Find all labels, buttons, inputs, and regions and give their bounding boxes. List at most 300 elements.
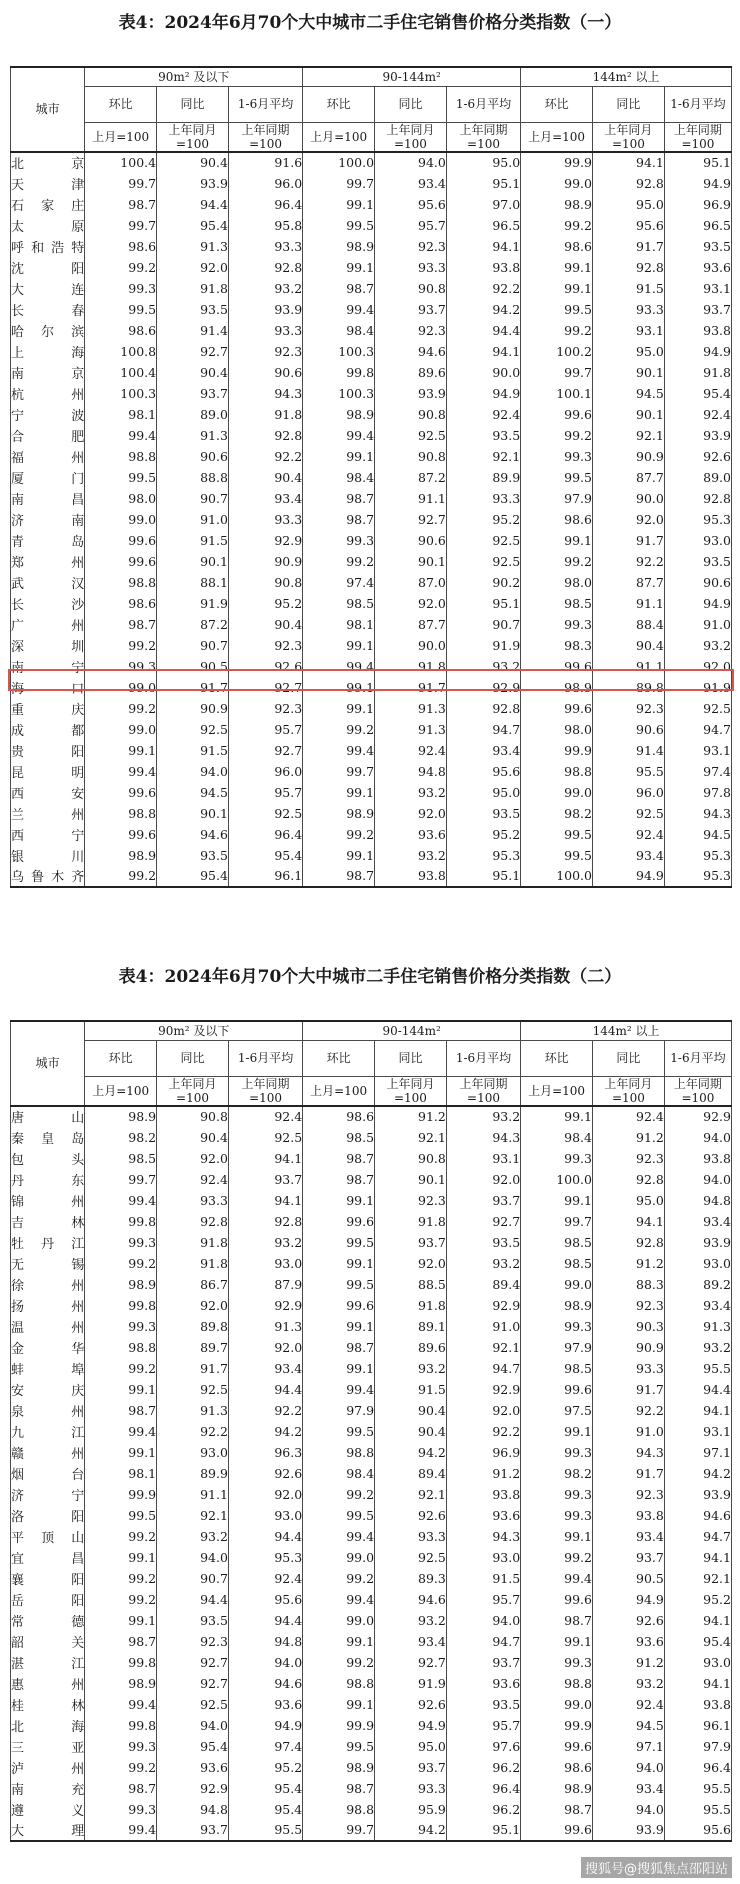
city-name: 桂林 <box>11 1694 85 1715</box>
city-name: 天津 <box>11 173 85 194</box>
index-value: 99.5 <box>303 1274 375 1295</box>
index-value: 90.2 <box>446 572 520 593</box>
index-value: 90.7 <box>157 635 229 656</box>
base-mom: 上月=100 <box>303 1076 375 1106</box>
city-name: 赣州 <box>11 1442 85 1463</box>
index-value: 90.8 <box>375 404 447 425</box>
index-value: 95.2 <box>446 509 520 530</box>
index-value: 93.7 <box>375 299 447 320</box>
index-value: 92.1 <box>375 1484 447 1505</box>
table-row <box>11 1757 732 1778</box>
table-row <box>11 1295 732 1316</box>
table-row <box>11 530 732 551</box>
index-value: 95.1 <box>446 593 520 614</box>
index-value: 93.7 <box>446 1190 520 1211</box>
index-value: 94.4 <box>664 1379 731 1400</box>
table-row <box>11 551 732 572</box>
index-value: 92.8 <box>664 488 731 509</box>
index-value: 96.3 <box>228 1442 302 1463</box>
index-value: 92.0 <box>593 509 665 530</box>
index-value: 88.5 <box>375 1274 447 1295</box>
index-value: 89.3 <box>375 1568 447 1589</box>
index-value: 97.9 <box>521 1337 593 1358</box>
index-value: 90.0 <box>446 362 520 383</box>
index-value: 95.0 <box>593 341 665 362</box>
mom-header: 环比 <box>521 86 593 122</box>
index-value: 92.4 <box>228 1568 302 1589</box>
index-value: 92.7 <box>375 1652 447 1673</box>
index-value: 99.1 <box>521 1526 593 1547</box>
index-value: 98.7 <box>85 614 157 635</box>
base-yoy: 上年同月=100 <box>375 122 447 152</box>
index-value: 98.4 <box>303 467 375 488</box>
index-value: 92.3 <box>375 236 447 257</box>
index-value: 99.1 <box>521 257 593 278</box>
table-row <box>11 698 732 719</box>
index-value: 92.5 <box>593 803 665 824</box>
index-value: 95.5 <box>593 761 665 782</box>
index-value: 89.6 <box>375 362 447 383</box>
index-value: 89.4 <box>375 1463 447 1484</box>
city-name: 北京 <box>11 152 85 173</box>
index-value: 99.5 <box>85 299 157 320</box>
index-value: 92.0 <box>157 1295 229 1316</box>
yoy-header: 同比 <box>593 86 665 122</box>
index-value: 98.7 <box>303 1148 375 1169</box>
yoy-header: 同比 <box>157 86 229 122</box>
index-value: 94.4 <box>228 1379 302 1400</box>
table-row <box>11 341 732 362</box>
index-value: 93.1 <box>664 278 731 299</box>
index-value: 99.3 <box>521 1652 593 1673</box>
index-value: 99.8 <box>85 1715 157 1736</box>
index-value: 99.1 <box>521 1106 593 1127</box>
index-value: 91.1 <box>593 593 665 614</box>
city-name: 郑州 <box>11 551 85 572</box>
city-name: 遵义 <box>11 1799 85 1820</box>
index-value: 99.2 <box>303 1484 375 1505</box>
index-value: 93.6 <box>228 1694 302 1715</box>
index-value: 94.4 <box>157 194 229 215</box>
index-value: 100.3 <box>85 383 157 404</box>
index-value: 92.2 <box>593 551 665 572</box>
index-value: 99.6 <box>85 530 157 551</box>
index-value: 98.7 <box>85 1631 157 1652</box>
index-value: 90.8 <box>375 446 447 467</box>
table-row <box>11 1799 732 1820</box>
index-value: 97.4 <box>303 572 375 593</box>
city-name: 徐州 <box>11 1274 85 1295</box>
index-value: 92.7 <box>228 740 302 761</box>
index-value: 93.6 <box>664 257 731 278</box>
yoy-header: 同比 <box>375 86 447 122</box>
index-value: 99.3 <box>521 614 593 635</box>
index-value: 93.3 <box>375 1526 447 1547</box>
base-mom: 上月=100 <box>85 1076 157 1106</box>
index-value: 97.5 <box>521 1400 593 1421</box>
index-value: 95.2 <box>664 1589 731 1610</box>
index-value: 92.1 <box>446 446 520 467</box>
index-value: 95.4 <box>228 1778 302 1799</box>
index-value: 90.9 <box>228 551 302 572</box>
index-value: 92.0 <box>446 1169 520 1190</box>
table-row <box>11 1211 732 1232</box>
index-value: 91.9 <box>157 593 229 614</box>
index-value: 98.8 <box>85 1337 157 1358</box>
index-value: 100.1 <box>521 383 593 404</box>
index-value: 92.5 <box>446 530 520 551</box>
group-header-large: 144m² 以上 <box>521 1021 732 1040</box>
table-row <box>11 1253 732 1274</box>
index-value: 99.6 <box>521 1589 593 1610</box>
index-value: 98.5 <box>85 1148 157 1169</box>
index-value: 93.2 <box>375 782 447 803</box>
mom-header: 环比 <box>85 1040 157 1076</box>
city-name: 哈尔滨 <box>11 320 85 341</box>
index-value: 91.1 <box>593 656 665 677</box>
index-value: 99.2 <box>85 1757 157 1778</box>
index-value: 96.4 <box>228 824 302 845</box>
index-value: 93.3 <box>228 320 302 341</box>
index-value: 99.0 <box>85 509 157 530</box>
index-value: 99.2 <box>85 1568 157 1589</box>
index-value: 99.1 <box>521 1190 593 1211</box>
index-value: 99.1 <box>303 782 375 803</box>
index-value: 91.0 <box>664 614 731 635</box>
index-value: 95.4 <box>157 215 229 236</box>
index-value: 99.2 <box>85 257 157 278</box>
index-value: 90.4 <box>375 1400 447 1421</box>
index-value: 90.1 <box>375 551 447 572</box>
index-value: 94.8 <box>228 1631 302 1652</box>
index-value: 92.9 <box>446 677 520 698</box>
index-value: 92.5 <box>157 1379 229 1400</box>
index-value: 99.3 <box>521 446 593 467</box>
index-value: 93.0 <box>664 1253 731 1274</box>
index-value: 91.4 <box>593 740 665 761</box>
index-value: 95.1 <box>446 173 520 194</box>
index-value: 99.5 <box>85 467 157 488</box>
index-value: 88.3 <box>593 1274 665 1295</box>
index-value: 93.5 <box>664 236 731 257</box>
base-yoy: 上年同月=100 <box>157 122 229 152</box>
index-value: 93.8 <box>446 257 520 278</box>
index-value: 99.1 <box>85 1547 157 1568</box>
index-value: 95.5 <box>228 1820 302 1841</box>
city-name: 安庆 <box>11 1379 85 1400</box>
index-value: 93.1 <box>446 1148 520 1169</box>
index-value: 98.7 <box>303 509 375 530</box>
city-name: 西宁 <box>11 824 85 845</box>
table-row <box>11 845 732 866</box>
index-value: 99.1 <box>303 194 375 215</box>
index-value: 94.5 <box>593 383 665 404</box>
mom-header: 环比 <box>303 1040 375 1076</box>
avg-header: 1-6月平均 <box>446 1040 520 1076</box>
city-name: 宜昌 <box>11 1547 85 1568</box>
index-value: 96.5 <box>446 215 520 236</box>
city-name: 惠州 <box>11 1673 85 1694</box>
city-name: 锦州 <box>11 1190 85 1211</box>
index-value: 92.9 <box>664 1106 731 1127</box>
index-value: 92.9 <box>446 1379 520 1400</box>
index-value: 98.4 <box>303 320 375 341</box>
index-value: 91.7 <box>157 1358 229 1379</box>
index-value: 97.1 <box>593 1736 665 1757</box>
index-value: 92.5 <box>375 1547 447 1568</box>
index-value: 91.1 <box>375 488 447 509</box>
index-value: 98.7 <box>303 278 375 299</box>
index-value: 93.9 <box>664 1232 731 1253</box>
index-value: 98.6 <box>303 1106 375 1127</box>
index-value: 89.1 <box>375 1316 447 1337</box>
table1-title: 表4：2024年6月70个大中城市二手住宅销售价格分类指数（一） <box>118 13 622 33</box>
index-value: 92.7 <box>157 1652 229 1673</box>
index-value: 99.2 <box>303 719 375 740</box>
index-value: 93.5 <box>446 1694 520 1715</box>
index-value: 98.7 <box>303 1169 375 1190</box>
index-value: 99.9 <box>303 1715 375 1736</box>
index-value: 98.1 <box>303 614 375 635</box>
index-value: 98.9 <box>303 803 375 824</box>
index-value: 95.0 <box>593 1190 665 1211</box>
index-value: 92.8 <box>228 1211 302 1232</box>
index-value: 95.5 <box>664 1799 731 1820</box>
city-name: 蚌埠 <box>11 1358 85 1379</box>
table-row <box>11 1778 732 1799</box>
index-value: 99.5 <box>521 299 593 320</box>
index-value: 94.9 <box>593 866 665 887</box>
index-value: 87.2 <box>375 467 447 488</box>
table-row <box>11 1148 732 1169</box>
index-value: 98.2 <box>521 1463 593 1484</box>
index-value: 91.5 <box>375 1379 447 1400</box>
index-value: 93.5 <box>157 845 229 866</box>
index-value: 91.8 <box>664 362 731 383</box>
index-value: 99.1 <box>303 1694 375 1715</box>
index-value: 99.4 <box>303 1526 375 1547</box>
index-value: 91.6 <box>228 152 302 173</box>
index-value: 99.6 <box>303 1295 375 1316</box>
index-value: 91.2 <box>446 1463 520 1484</box>
index-value: 94.2 <box>664 1463 731 1484</box>
index-value: 90.4 <box>157 362 229 383</box>
city-name: 福州 <box>11 446 85 467</box>
index-value: 92.1 <box>664 1568 731 1589</box>
table-row <box>11 362 732 383</box>
index-value: 99.4 <box>85 1190 157 1211</box>
city-name: 太原 <box>11 215 85 236</box>
table-row <box>11 593 732 614</box>
city-name: 长春 <box>11 299 85 320</box>
index-value: 92.7 <box>157 341 229 362</box>
city-name: 丹东 <box>11 1169 85 1190</box>
index-value: 98.7 <box>521 1799 593 1820</box>
index-value: 99.5 <box>303 1232 375 1253</box>
city-name: 沈阳 <box>11 257 85 278</box>
index-value: 92.6 <box>593 1610 665 1631</box>
city-name: 金华 <box>11 1337 85 1358</box>
index-value: 97.9 <box>664 1736 731 1757</box>
index-value: 94.6 <box>375 341 447 362</box>
table-row <box>11 761 732 782</box>
index-value: 98.7 <box>521 1610 593 1631</box>
index-value: 93.5 <box>157 299 229 320</box>
price-index-table-1 <box>10 66 732 888</box>
index-value: 91.8 <box>375 1295 447 1316</box>
yoy-header: 同比 <box>157 1040 229 1076</box>
index-value: 98.9 <box>303 236 375 257</box>
index-value: 93.4 <box>593 1526 665 1547</box>
index-value: 94.4 <box>228 1610 302 1631</box>
base-mom: 上月=100 <box>85 122 157 152</box>
mom-header: 环比 <box>521 1040 593 1076</box>
index-value: 90.1 <box>593 362 665 383</box>
city-header: 城市 <box>11 1021 85 1106</box>
index-value: 92.1 <box>593 425 665 446</box>
index-value: 91.3 <box>157 1400 229 1421</box>
table-row <box>11 152 732 173</box>
index-value: 98.8 <box>85 803 157 824</box>
avg-header: 1-6月平均 <box>664 86 731 122</box>
index-value: 98.9 <box>521 677 593 698</box>
city-name: 北海 <box>11 1715 85 1736</box>
index-value: 90.1 <box>375 1169 447 1190</box>
index-value: 99.2 <box>85 698 157 719</box>
city-name: 济南 <box>11 509 85 530</box>
index-value: 94.9 <box>593 1589 665 1610</box>
index-value: 92.6 <box>375 1505 447 1526</box>
index-value: 99.8 <box>303 362 375 383</box>
index-value: 98.0 <box>521 719 593 740</box>
index-value: 91.2 <box>593 1652 665 1673</box>
index-value: 87.0 <box>375 572 447 593</box>
index-value: 90.4 <box>157 1127 229 1148</box>
index-value: 90.6 <box>375 530 447 551</box>
index-value: 92.4 <box>664 404 731 425</box>
index-value: 99.4 <box>303 299 375 320</box>
index-value: 93.7 <box>157 1820 229 1841</box>
index-value: 90.5 <box>157 656 229 677</box>
index-value: 90.1 <box>593 404 665 425</box>
index-value: 93.3 <box>446 488 520 509</box>
index-value: 90.4 <box>228 467 302 488</box>
index-value: 92.7 <box>228 677 302 698</box>
index-value: 97.0 <box>446 194 520 215</box>
index-value: 99.2 <box>303 1568 375 1589</box>
index-value: 93.4 <box>593 1778 665 1799</box>
index-value: 96.4 <box>228 194 302 215</box>
index-value: 99.2 <box>85 866 157 887</box>
index-value: 94.8 <box>375 761 447 782</box>
city-name: 牡丹江 <box>11 1232 85 1253</box>
index-value: 98.3 <box>521 635 593 656</box>
index-value: 99.3 <box>85 1736 157 1757</box>
table-row <box>11 1673 732 1694</box>
index-value: 91.7 <box>593 530 665 551</box>
index-value: 92.4 <box>593 824 665 845</box>
city-name: 烟台 <box>11 1463 85 1484</box>
index-value: 95.3 <box>664 845 731 866</box>
index-value: 98.7 <box>85 1778 157 1799</box>
index-value: 91.7 <box>375 677 447 698</box>
index-value: 93.9 <box>664 1484 731 1505</box>
index-value: 94.1 <box>446 236 520 257</box>
index-value: 88.1 <box>157 572 229 593</box>
index-value: 99.1 <box>303 635 375 656</box>
index-value: 93.8 <box>664 1148 731 1169</box>
index-value: 91.3 <box>375 698 447 719</box>
city-name: 扬州 <box>11 1295 85 1316</box>
index-value: 90.4 <box>228 614 302 635</box>
table-row <box>11 404 732 425</box>
index-value: 90.1 <box>157 803 229 824</box>
index-value: 99.1 <box>85 1379 157 1400</box>
index-value: 95.3 <box>228 1547 302 1568</box>
index-value: 94.3 <box>446 1526 520 1547</box>
index-value: 98.5 <box>303 593 375 614</box>
index-value: 93.2 <box>446 656 520 677</box>
index-value: 99.1 <box>303 1358 375 1379</box>
index-value: 99.1 <box>303 1316 375 1337</box>
city-name: 重庆 <box>11 698 85 719</box>
index-value: 92.8 <box>446 698 520 719</box>
index-value: 94.7 <box>446 1631 520 1652</box>
index-value: 99.5 <box>303 215 375 236</box>
index-value: 94.7 <box>664 719 731 740</box>
index-value: 99.6 <box>521 404 593 425</box>
index-value: 97.9 <box>303 1400 375 1421</box>
city-name: 合肥 <box>11 425 85 446</box>
index-value: 94.1 <box>593 152 665 173</box>
index-value: 93.4 <box>664 1295 731 1316</box>
index-value: 93.3 <box>593 299 665 320</box>
table-row <box>11 1463 732 1484</box>
city-name: 泸州 <box>11 1757 85 1778</box>
index-value: 100.0 <box>521 866 593 887</box>
index-value: 93.6 <box>157 1757 229 1778</box>
table-row <box>11 1274 732 1295</box>
table-row <box>11 866 732 887</box>
index-value: 94.1 <box>664 1400 731 1421</box>
index-value: 93.7 <box>157 383 229 404</box>
index-value: 99.1 <box>85 1442 157 1463</box>
index-value: 93.3 <box>375 257 447 278</box>
index-value: 98.8 <box>85 446 157 467</box>
index-value: 99.7 <box>303 761 375 782</box>
index-value: 99.1 <box>303 1253 375 1274</box>
index-value: 98.9 <box>85 845 157 866</box>
index-value: 94.2 <box>228 1421 302 1442</box>
city-name: 杭州 <box>11 383 85 404</box>
index-value: 99.1 <box>85 1610 157 1631</box>
index-value: 92.5 <box>228 803 302 824</box>
index-value: 99.7 <box>85 173 157 194</box>
index-value: 92.3 <box>157 1631 229 1652</box>
index-value: 99.6 <box>303 1211 375 1232</box>
index-value: 99.8 <box>85 1295 157 1316</box>
index-value: 99.1 <box>521 1631 593 1652</box>
index-value: 99.5 <box>521 467 593 488</box>
index-value: 98.8 <box>521 761 593 782</box>
index-value: 96.0 <box>228 173 302 194</box>
index-value: 95.1 <box>664 152 731 173</box>
city-name: 成都 <box>11 719 85 740</box>
index-value: 91.1 <box>157 1484 229 1505</box>
index-value: 92.4 <box>157 1169 229 1190</box>
index-value: 95.5 <box>664 1778 731 1799</box>
index-value: 98.7 <box>303 1778 375 1799</box>
